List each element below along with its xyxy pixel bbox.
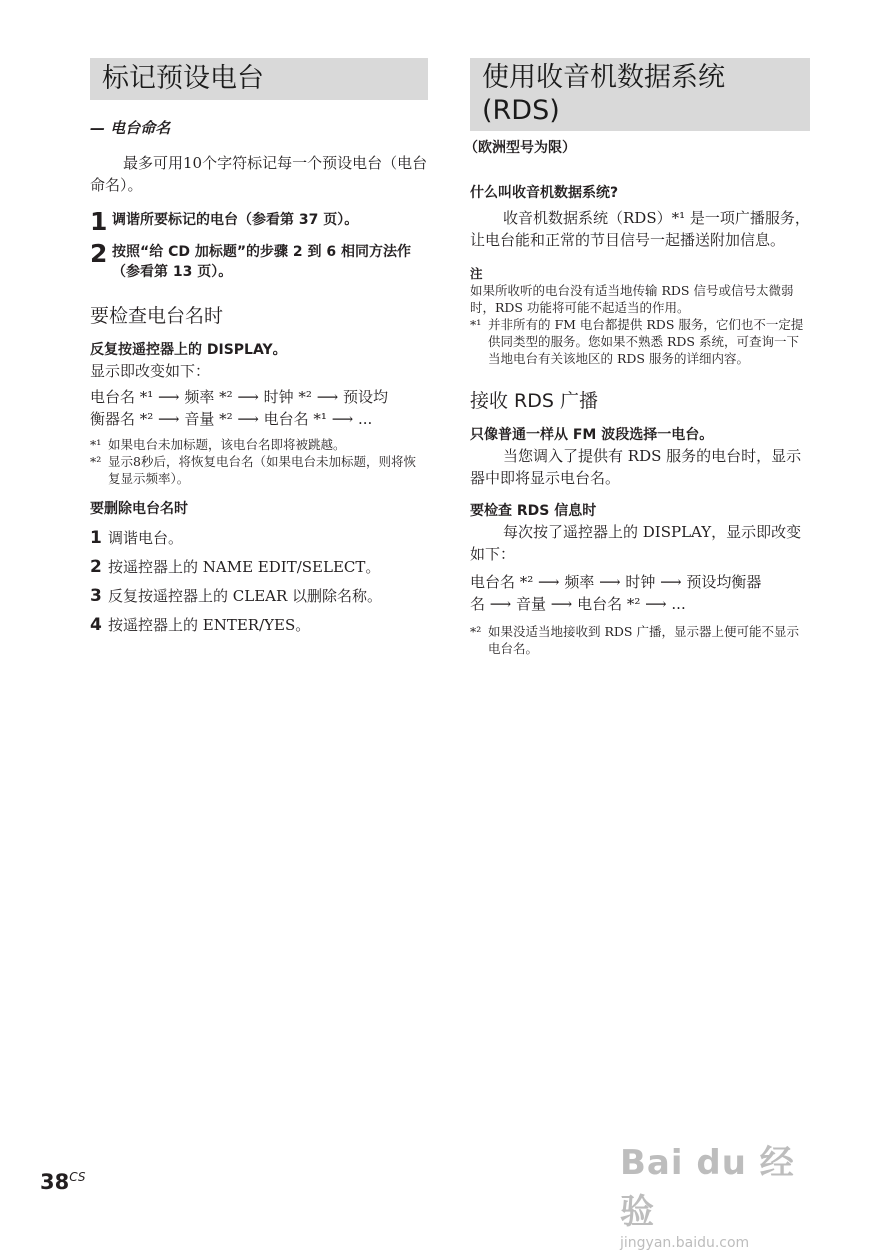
naming-steps	[90, 207, 428, 282]
list-number: 2	[90, 557, 102, 577]
list-number: 1	[90, 528, 102, 548]
what-is-rds-text: 收音机数据系统（RDS）*¹ 是一项广播服务，让电台能和正常的节目信号一起播送附加信息。	[470, 209, 810, 249]
what-is-rds-heading: 什么叫收音机数据系统?	[470, 185, 619, 201]
display-sequence-line-2: 衡器名 *² ⟶ 音量 *² ⟶ 电台名 *¹ ⟶ ...	[90, 410, 373, 428]
watermark-url: jingyan.baidu.com	[620, 1235, 750, 1251]
check-rds-text: 每次按了遥控器上的 DISPLAY，显示即改变如下：	[470, 523, 802, 563]
rds-sequence-line-2: 名 ⟶ 音量 ⟶ 电台名 *² ⟶ ...	[470, 595, 686, 613]
intro-paragraph: 最多可用10个字符标记每一个预设电台（电台命名）。	[90, 154, 428, 194]
check-description: 显示即改变如下：	[90, 362, 211, 380]
footnote-text: 如果没适当地接收到 RDS 广播，显示器上便可能不显示电台名。	[488, 624, 799, 656]
list-text: 按遥控器上的 NAME EDIT/SELECT。	[108, 558, 381, 576]
footnotes	[90, 436, 428, 487]
receive-rds-heading: 接收 RDS 广播	[470, 390, 598, 412]
list-item	[90, 614, 428, 636]
delete-steps	[90, 527, 428, 636]
list-text: 按遥控器上的 ENTER/YES。	[108, 616, 311, 634]
list-text: 调谐电台。	[108, 529, 184, 547]
footnote-text: 并非所有的 FM 电台都提供 RDS 服务，它们也不一定提供同类型的服务。您如果不熟悉 RDS 系统，可查询一下当地电台有关该地区的 RDS 服务的详细内容。	[488, 317, 804, 366]
rds-sequence-line-1: 电台名 *² ⟶ 频率 ⟶ 时钟 ⟶ 预设均衡器	[470, 573, 762, 591]
footnote-text: 显示8秒后，将恢复电台名（如果电台未加标题，则将恢复显示频率）。	[108, 454, 416, 486]
receive-instruction: 只像普通一样从 FM 波段选择一电台。	[470, 427, 714, 443]
footnote	[90, 453, 428, 487]
step-number: 1	[90, 207, 108, 236]
footnote	[90, 436, 428, 453]
watermark	[620, 1135, 825, 1251]
footnote-mark: *¹	[470, 317, 482, 332]
delete-name-heading: 要删除电台名时	[90, 501, 188, 517]
page-number-value: 38	[40, 1170, 70, 1194]
display-sequence-line-1: 电台名 *¹ ⟶ 频率 *² ⟶ 时钟 *² ⟶ 预设均	[90, 388, 388, 406]
footnote	[470, 316, 810, 367]
right-column	[464, 58, 810, 657]
check-name-heading: 要检查电台名时	[90, 305, 224, 327]
list-number: 4	[90, 615, 102, 635]
list-number: 3	[90, 586, 102, 606]
list-text: 反复按遥控器上的 CLEAR 以删除名称。	[108, 587, 383, 605]
section-subtitle: — 电台命名	[90, 119, 171, 137]
step-item	[90, 207, 428, 236]
check-rds-heading: 要检查 RDS 信息时	[470, 503, 597, 519]
step-number: 2	[90, 239, 108, 268]
left-column	[90, 58, 428, 636]
rds-title-line-2: (RDS)	[482, 95, 560, 126]
rds-title-line-1: 使用收音机数据系统	[482, 62, 725, 93]
watermark-brand: Bai du 经验	[620, 1143, 795, 1232]
step-text: 按照“给 CD 加标题”的步骤 2 到 6 相同方法作（参看第 13 页）。	[112, 244, 412, 280]
section-title: 标记预设电台	[90, 58, 428, 100]
footnote-mark: *¹	[90, 437, 102, 452]
page-number	[40, 1170, 85, 1194]
list-item	[90, 556, 428, 578]
receive-text: 当您调入了提供有 RDS 服务的电台时，显示器中即将显示电台名。	[470, 447, 802, 487]
note-label: 注	[470, 266, 483, 281]
list-item	[90, 527, 428, 549]
rds-section-title	[470, 58, 810, 131]
region-note: （欧洲型号为限）	[464, 140, 576, 156]
footnote-text: 如果电台未加标题，该电台名即将被跳越。	[108, 437, 346, 452]
check-instruction: 反复按遥控器上的 DISPLAY。	[90, 342, 287, 358]
note-text: 如果所收听的电台没有适当地传输 RDS 信号或信号太微弱时，RDS 功能将可能不起适当的作用。	[470, 283, 794, 315]
footnote-mark: *²	[90, 454, 102, 469]
footnote	[470, 623, 810, 657]
step-item	[90, 239, 428, 282]
step-text: 调谐所要标记的电台（参看第 37 页）。	[112, 212, 359, 228]
page-number-suffix: CS	[69, 1170, 86, 1184]
list-item	[90, 585, 428, 607]
footnote-mark: *²	[470, 624, 482, 639]
